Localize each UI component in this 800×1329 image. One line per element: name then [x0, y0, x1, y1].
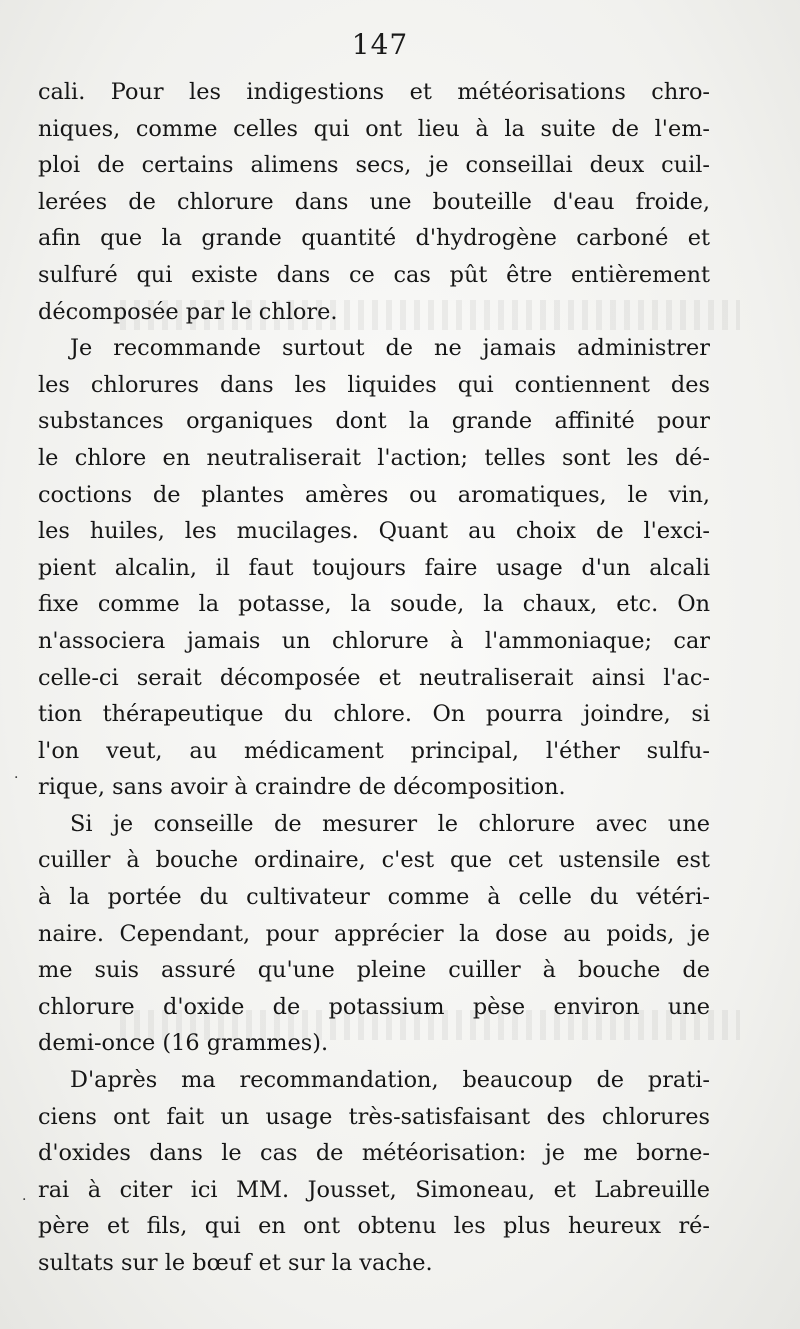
text-line: niques, comme celles qui ont lieu à la suite de l'em-: [38, 115, 710, 142]
text-line: décomposée par le chlore.: [38, 298, 338, 325]
text-line: père et fils, qui en ont obtenu les plus heureux ré-: [38, 1213, 710, 1240]
text-line: cuiller à bouche ordinaire, c'est que cet ustensile est: [38, 847, 710, 874]
text-line: demi-once (16 grammes).: [38, 1030, 329, 1057]
paragraph: [38, 74, 710, 330]
margin-speck: ·: [22, 1192, 27, 1208]
text-line: me suis assuré qu'une pleine cuiller à bouche de: [38, 957, 710, 984]
text-line: ploi de certains alimens secs, je conseillai deux cuil-: [38, 152, 710, 179]
paragraph: [38, 1062, 710, 1282]
text-line: n'associera jamais un chlorure à l'ammoniaque; car: [38, 627, 710, 654]
paragraph: [38, 330, 710, 806]
text-line: les huiles, les mucilages. Quant au choix de l'exci-: [38, 518, 710, 545]
text-line: l'on veut, au médicament principal, l'éther sulfu-: [38, 737, 710, 764]
text-line: le chlore en neutraliserait l'action; telles sont les dé-: [38, 444, 710, 471]
text-line: fixe comme la potasse, la soude, la chaux, etc. On: [38, 591, 710, 618]
text-line: les chlorures dans les liquides qui contiennent des: [38, 371, 710, 398]
text-line: Si je conseille de mesurer le chlorure avec une: [70, 810, 710, 837]
text-line: celle-ci serait décomposée et neutraliserait ainsi l'ac-: [38, 664, 710, 691]
body-text: [38, 74, 710, 1282]
text-line: afin que la grande quantité d'hydrogène carboné et: [38, 225, 710, 252]
text-line: substances organiques dont la grande affinité pour: [38, 408, 710, 435]
text-line: D'après ma recommandation, beaucoup de prati-: [70, 1067, 710, 1094]
paragraph: [38, 806, 710, 1062]
text-line: cali. Pour les indigestions et météorisations chro-: [38, 79, 710, 105]
margin-speck: ·: [14, 770, 19, 786]
text-line: Je recommande surtout de ne jamais administrer: [70, 335, 710, 362]
text-line: lerées de chlorure dans une bouteille d'eau froide,: [38, 188, 710, 215]
text-line: ciens ont fait un usage très-satisfaisant des chlorures: [38, 1103, 710, 1130]
text-line: chlorure d'oxide de potassium pèse environ une: [38, 993, 710, 1020]
text-line: à la portée du cultivateur comme à celle du vétéri-: [38, 884, 710, 911]
text-line: naire. Cependant, pour apprécier la dose au poids, je: [38, 920, 710, 947]
text-line: sulfuré qui existe dans ce cas pût être entièrement: [38, 261, 710, 288]
text-line: d'oxides dans le cas de météorisation: je me borne-: [38, 1140, 710, 1167]
text-line: pient alcalin, il faut toujours faire usage d'un alcali: [38, 554, 710, 581]
page-number: 147: [351, 28, 409, 61]
text-line: coctions de plantes amères ou aromatiques, le vin,: [38, 481, 710, 508]
text-line: sultats sur le bœuf et sur la vache.: [38, 1250, 433, 1276]
text-line: rique, sans avoir à craindre de décomposition.: [38, 774, 566, 801]
text-line: tion thérapeutique du chlore. On pourra joindre, si: [38, 701, 710, 728]
text-line: rai à citer ici MM. Jousset, Simoneau, et Labreuille: [38, 1176, 710, 1203]
